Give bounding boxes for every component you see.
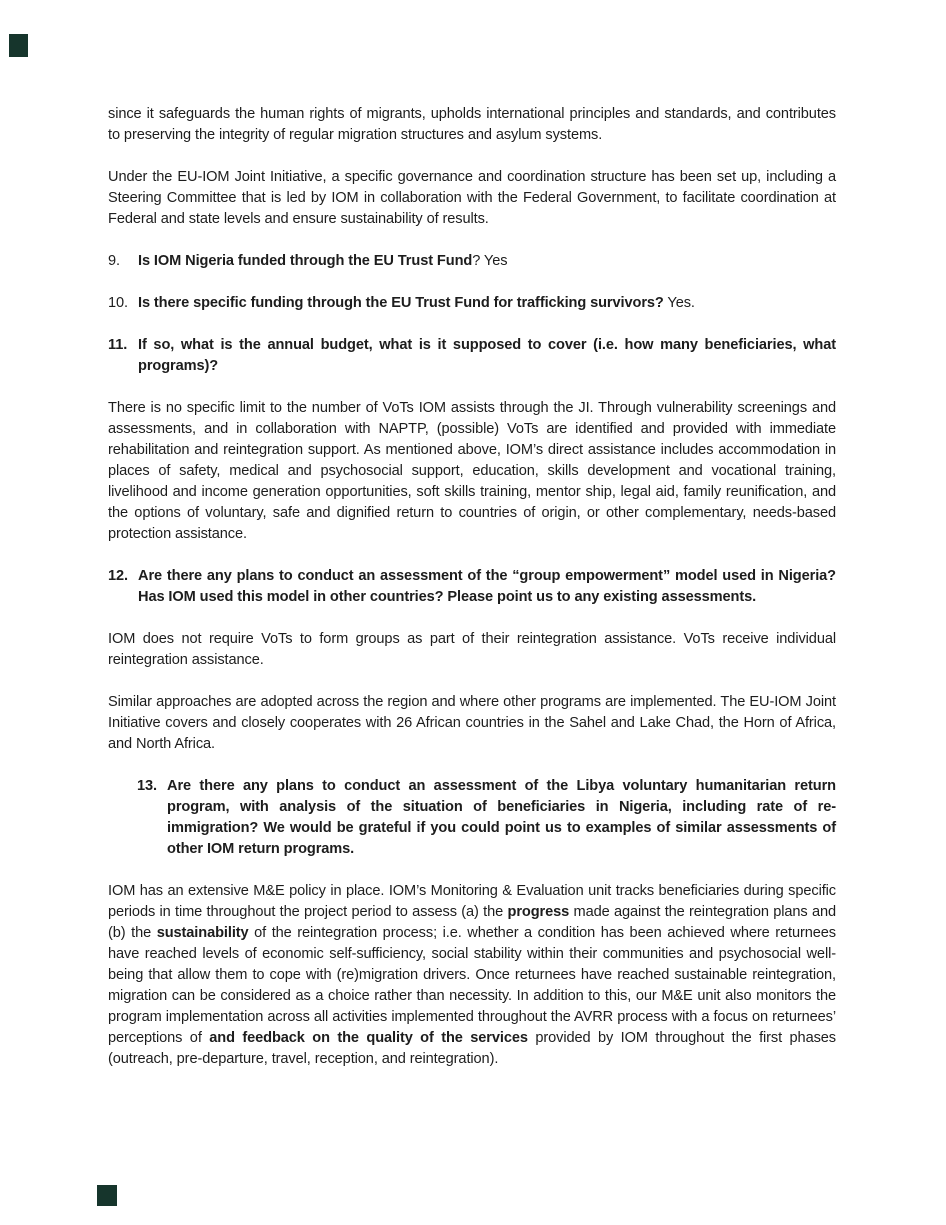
paragraph-no-groups	[108, 629, 836, 671]
document-content	[108, 104, 836, 1091]
scan-artifact-bottom-left	[97, 1185, 117, 1206]
paragraph-similar-approaches	[108, 692, 836, 755]
text-run: If so, what is the annual budget, what is it supposed to cover (i.e. how many beneficiaries, what programs)?	[138, 337, 836, 374]
scan-artifact-top-left	[9, 34, 28, 57]
text-run: Is there specific funding through the EU Trust Fund for trafficking survivors?	[138, 295, 664, 311]
text-run: since it safeguards the human rights of migrants, upholds international principles and standards, and contributes to preserving the integrity of regular migration structures and asylum systems.	[108, 106, 836, 143]
question-text	[138, 251, 836, 272]
question-text	[167, 776, 836, 860]
text-run: IOM has an extensive M&E policy in place. IOM’s Monitoring & Evaluation unit tracks beneficiaries during specific periods in time throughout the project period to assess (a) the	[108, 883, 836, 920]
text-run: provided by IOM throughout the first phases (outreach, pre-departure, travel, reception, and reintegration).	[108, 1030, 836, 1067]
question-item-11	[108, 335, 836, 377]
paragraph-vots-limit	[108, 398, 836, 545]
question-number: 9.	[108, 253, 120, 269]
text-run: IOM does not require VoTs to form groups as part of their reintegration assistance. VoTs receive individual reintegration assistance.	[108, 631, 836, 668]
text-run: Are there any plans to conduct an assessment of the Libya voluntary humanitarian return program, with analysis of the situation of beneficiaries in Nigeria, including rate of re-immigration? We would be grateful if you could point us to examples of similar assessments of other IOM return programs.	[167, 778, 836, 857]
text-run: sustainability	[156, 925, 249, 941]
text-run: and feedback on the quality of the services	[209, 1030, 528, 1046]
paragraph-joint-initiative	[108, 167, 836, 230]
text-run: There is no specific limit to the number of VoTs IOM assists through the JI. Through vulnerability screenings and assessments, and in collaboration with NAPTP, (possible) VoTs are identified and provided with immediate rehabilitation and reintegration support. As mentioned above, IOM’s direct assistance includes accommodation in places of safety, medical and psychosocial support, education, skills development and vocational training, livelihood and income generation opportunities, soft skills training, mentor ship, legal aid, family reunification, and the options of voluntary, safe and dignified return to countries of origin, or other complementary, needs-based protection assistance.	[108, 400, 836, 542]
question-item-13	[137, 776, 836, 860]
question-number: 11.	[108, 337, 128, 353]
question-number: 13.	[137, 778, 157, 794]
question-item-10	[108, 293, 836, 314]
question-item-9	[108, 251, 836, 272]
question-text	[138, 335, 836, 377]
text-run: Similar approaches are adopted across the region and where other programs are implemented. The EU-IOM Joint Initiative covers and closely cooperates with 26 African countries in the Sahel and Lake Chad, the Horn of Africa, and North Africa.	[108, 694, 836, 752]
text-run: progress	[507, 904, 570, 920]
question-text	[138, 566, 836, 608]
text-run: of the reintegration process; i.e. whether a condition has been achieved where returnees have reached levels of economic self-sufficiency, social stability within their communities and psychosocial well-being that allow them to cope with (re)migration drivers. Once returnees have reached sustainable reintegration, migration can be considered as a choice rather than necessity. In addition to this, our M&E unit also monitors the program implementation across all activities implemented throughout the AVRR process with a focus on returnees’ perceptions of	[108, 925, 836, 1046]
paragraph-me-policy	[108, 881, 836, 1070]
text-run: ? Yes	[472, 253, 508, 269]
question-item-12	[108, 566, 836, 608]
text-run: Are there any plans to conduct an assessment of the “group empowerment” model used in Nigeria? Has IOM used this model in other countries? Please point us to any existing assessments.	[138, 568, 836, 605]
text-run: Yes.	[663, 295, 695, 311]
text-run: made against the reintegration plans and (b) the	[108, 904, 836, 941]
question-text	[138, 293, 836, 314]
question-number: 12.	[108, 568, 128, 584]
text-run: Is IOM Nigeria funded through the EU Trust Fund	[138, 253, 473, 269]
paragraph-safeguards	[108, 104, 836, 146]
question-number: 10.	[108, 295, 128, 311]
text-run: Under the EU-IOM Joint Initiative, a specific governance and coordination structure has been set up, including a Steering Committee that is led by IOM in collaboration with the Federal Government, to facilitate coordination at Federal and state levels and ensure sustainability of results.	[108, 169, 836, 227]
